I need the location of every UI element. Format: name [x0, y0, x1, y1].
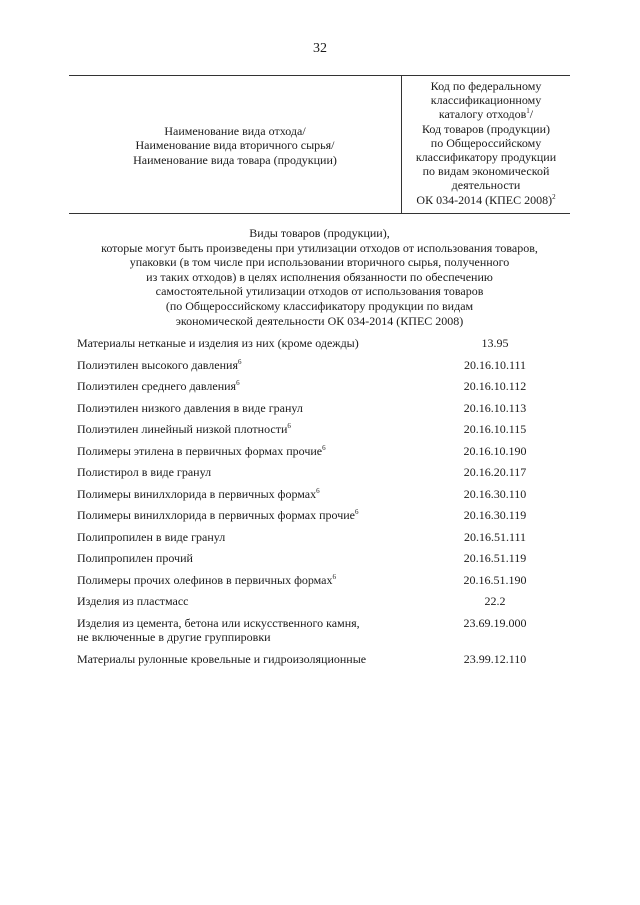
header-name-line: Наименование вида товара (продукции)	[133, 152, 337, 167]
product-name-text: Полистирол в виде гранул	[77, 465, 212, 479]
header-code-text: классификатору продукции	[415, 150, 557, 165]
header-code-line	[402, 136, 570, 150]
product-name-text: Полиэтилен низкого давления в виде гранул	[77, 400, 303, 415]
product-name-line	[77, 379, 395, 394]
table-row	[77, 379, 570, 401]
footnote-ref: 6	[238, 357, 242, 366]
table-row	[77, 530, 570, 552]
product-name-text: Изделия из цемента, бетона или искусственного камня,	[77, 615, 360, 630]
product-code: 20.16.30.110	[463, 486, 527, 501]
product-name	[77, 551, 395, 573]
product-name-line	[77, 594, 395, 609]
product-list	[77, 336, 570, 673]
header-code-text: ОК 034-2014 (КПЕС 2008)	[416, 192, 553, 207]
product-name-line	[77, 530, 395, 545]
product-name	[77, 652, 395, 674]
section-title-line: экономической деятельности ОК 034-2014 (КПЕС 2008)	[175, 313, 464, 328]
product-code: 20.16.20.117	[463, 465, 527, 479]
table-row	[77, 444, 570, 466]
header-name-line: Наименование вида отхода/	[164, 123, 306, 138]
product-code: 20.16.10.112	[463, 379, 527, 393]
product-code: 20.16.10.115	[463, 422, 527, 436]
product-code: 20.16.10.111	[463, 357, 527, 372]
header-name-line: Наименование вида вторичного сырья/	[135, 138, 335, 153]
product-name-line	[77, 508, 395, 523]
footnote-ref: 6	[322, 443, 326, 452]
header-code-line	[402, 122, 570, 136]
footnote-ref: 6	[355, 508, 359, 516]
product-name-line	[77, 465, 395, 480]
product-name	[77, 530, 395, 552]
page-number: 32	[313, 41, 327, 56]
product-code: 13.95	[481, 336, 509, 350]
product-name-line	[77, 401, 395, 416]
section-title	[69, 226, 570, 328]
header-code-line	[402, 178, 570, 192]
footnote-ref: 1	[526, 107, 530, 116]
header-code-line	[402, 193, 570, 207]
product-code: 22.2	[484, 594, 506, 608]
table-row	[77, 551, 570, 573]
header-code-line	[402, 150, 570, 164]
product-code: 20.16.30.119	[463, 508, 527, 522]
product-name-line	[77, 652, 395, 667]
product-name-line	[77, 358, 395, 373]
footnote-ref: 6	[316, 486, 320, 495]
table-row	[77, 358, 570, 380]
product-name	[77, 401, 395, 423]
product-code: 20.16.10.113	[463, 400, 527, 415]
product-name	[77, 444, 395, 466]
product-name-text: Полиэтилен линейный низкой плотности	[77, 422, 288, 436]
product-name-text: Полиэтилен высокого давления	[77, 357, 238, 372]
product-name-text: не включенные в другие группировки	[77, 630, 271, 644]
product-name	[77, 379, 395, 401]
product-name-line	[77, 336, 395, 351]
header-code-text: классификационному	[430, 93, 542, 108]
product-name-line	[77, 444, 395, 459]
product-name	[77, 508, 395, 530]
table-row	[77, 465, 570, 487]
table-row	[77, 401, 570, 423]
product-name	[77, 422, 395, 444]
table-row	[77, 652, 570, 674]
product-name	[77, 573, 395, 595]
table-row	[77, 616, 570, 652]
product-name-line	[77, 422, 395, 437]
product-name-text: Материалы рулонные кровельные и гидроизоляционные	[77, 651, 367, 666]
section-title-line: самостоятельной утилизации отходов от использования товаров	[155, 284, 484, 299]
product-name	[77, 336, 395, 358]
header-code-text: Код товаров (продукции)	[421, 121, 551, 136]
header-name-column	[69, 76, 402, 213]
product-name-line	[77, 487, 395, 502]
product-name-text: Полимеры этилена в первичных формах прочие	[77, 443, 323, 458]
product-code: 20.16.51.190	[463, 572, 527, 587]
section-title-line: Виды товаров (продукции),	[249, 226, 390, 240]
product-name-text: Полимеры винилхлорида в первичных формах прочие	[77, 508, 356, 522]
section-title-line: упаковки (в том числе при использовании вторичного сырья, полученного	[129, 255, 510, 270]
table-row	[77, 422, 570, 444]
footnote-ref: 6	[332, 572, 337, 581]
header-code-column	[402, 76, 570, 213]
product-name-line	[77, 616, 395, 631]
header-code-text: по видам экономической	[422, 164, 550, 179]
product-name-text: Полипропилен в виде гранул	[77, 529, 226, 544]
header-code-line	[402, 107, 570, 121]
product-code: 20.16.51.119	[463, 551, 527, 565]
product-name-text: Полимеры винилхлорида в первичных формах	[77, 486, 317, 501]
product-name	[77, 594, 395, 616]
product-name-line	[77, 573, 395, 588]
product-name	[77, 616, 395, 652]
header-code-text: Код по федеральному	[430, 79, 542, 93]
footnote-ref: 6	[236, 379, 240, 387]
product-name-text: Полипропилен прочий	[77, 551, 193, 565]
header-code-suffix: /	[529, 107, 534, 122]
product-name-line	[77, 630, 395, 645]
section-title-line: из таких отходов) в целях исполнения обязанности по обеспечению	[146, 269, 493, 284]
table-row	[77, 573, 570, 595]
product-name-text: Изделия из пластмасс	[77, 594, 189, 608]
product-code: 23.69.19.000	[463, 615, 527, 630]
header-code-text: по Общероссийскому	[430, 135, 542, 150]
product-name	[77, 487, 395, 509]
product-code: 23.99.12.110	[463, 651, 527, 666]
section-title-line: которые могут быть произведены при утилизации отходов от использования товаров,	[101, 240, 538, 255]
product-name-text: Полимеры прочих олефинов в первичных формах	[77, 572, 333, 587]
header-name-text	[133, 124, 337, 168]
header-code-text: каталогу отходов	[438, 107, 527, 122]
product-code: 20.16.10.190	[463, 443, 527, 458]
table-row	[77, 487, 570, 509]
product-name	[77, 358, 395, 380]
product-name-line	[77, 551, 395, 566]
table-row	[77, 594, 570, 616]
footnote-ref: 6	[287, 422, 291, 430]
product-name	[77, 465, 395, 487]
header-code-line	[402, 164, 570, 178]
product-name-text: Полиэтилен среднего давления	[77, 379, 237, 393]
header-code-text: деятельности	[451, 178, 521, 193]
footnote-ref: 2	[552, 192, 556, 201]
product-code: 20.16.51.111	[463, 529, 527, 544]
header-code-line	[402, 79, 570, 93]
table-row	[77, 336, 570, 358]
table-header	[69, 75, 570, 214]
section-title-line: (по Общероссийскому классификатору продукции по видам	[165, 298, 474, 313]
table-row	[77, 508, 570, 530]
product-name-text: Материалы нетканые и изделия из них (кроме одежды)	[77, 336, 359, 350]
header-code-line	[402, 93, 570, 107]
